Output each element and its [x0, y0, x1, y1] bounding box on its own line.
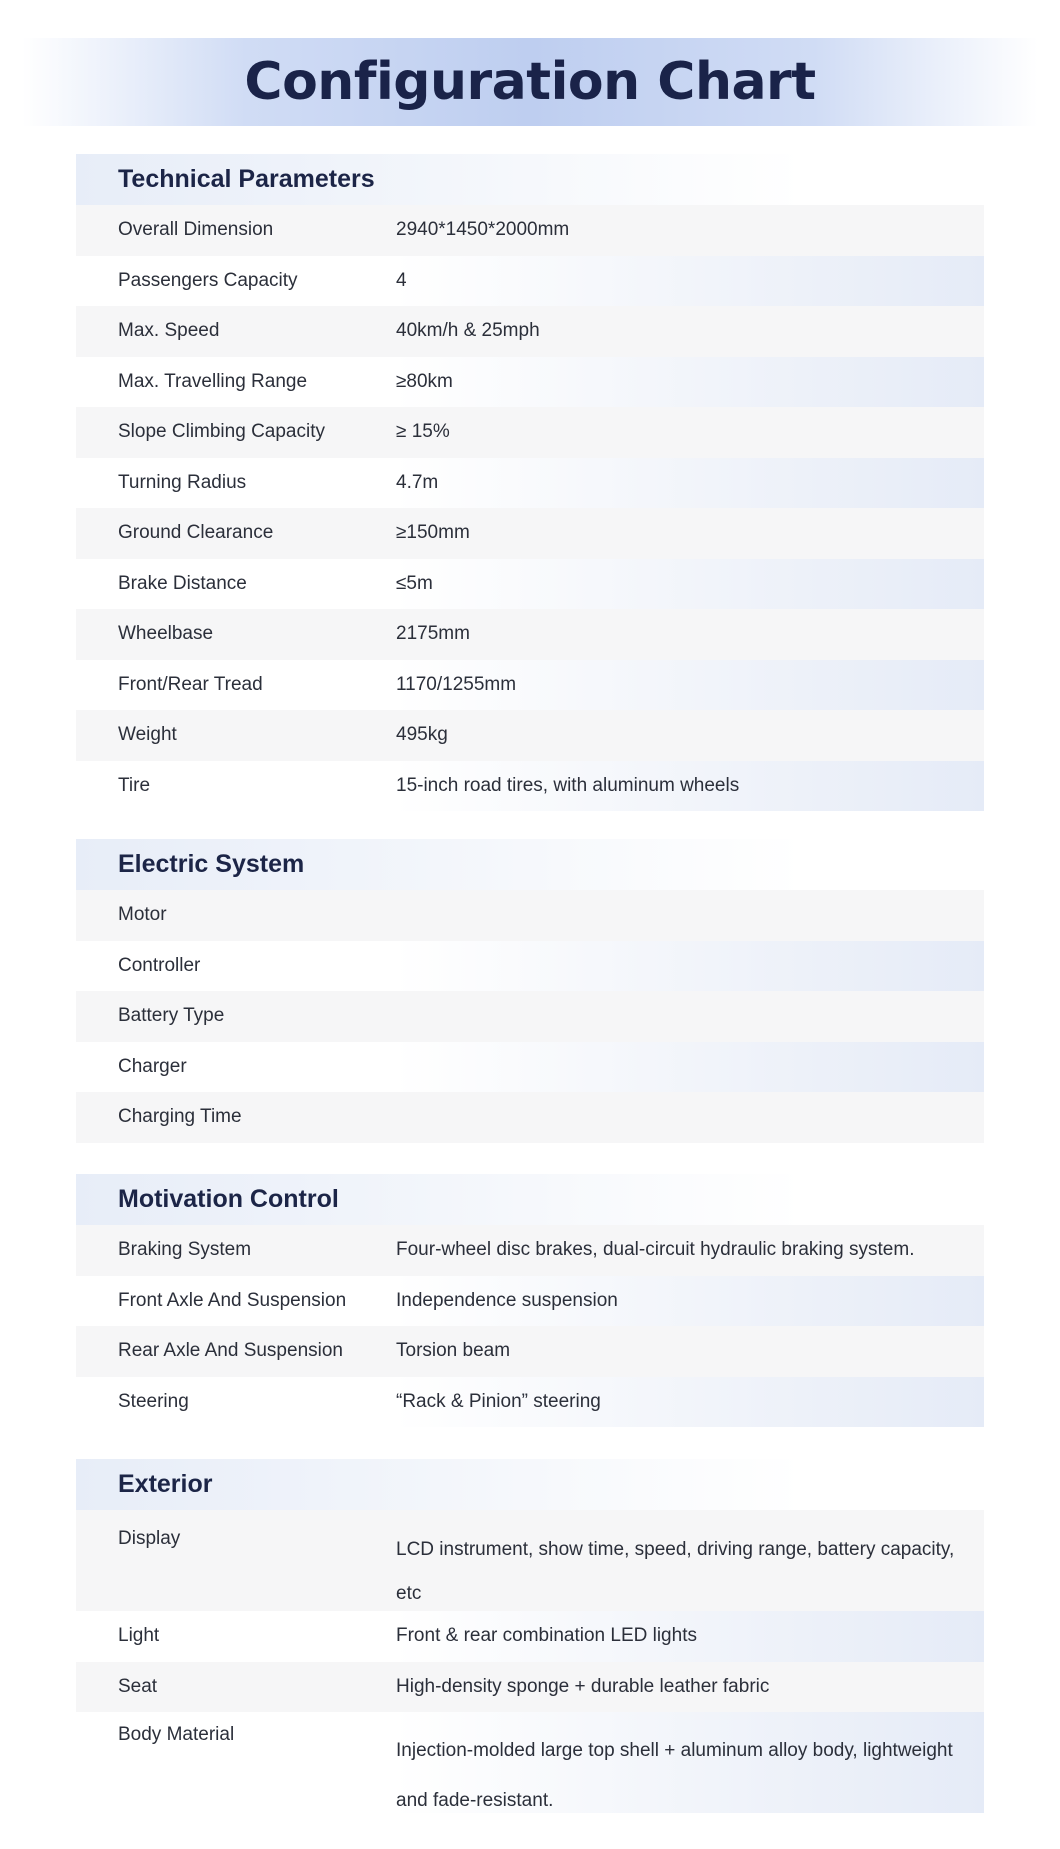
section-heading: Motivation Control	[76, 1174, 984, 1225]
row-label: Brake Distance	[118, 572, 247, 594]
table-row	[76, 1510, 984, 1611]
row-value: 40km/h & 25mph	[396, 320, 540, 342]
row-label: Tire	[118, 774, 151, 796]
table-row	[76, 1611, 984, 1662]
row-value: LCD instrument, show time, speed, driving range, battery capacity, etc	[396, 1539, 955, 1604]
title-banner	[22, 38, 1038, 126]
row-label: Rear Axle And Suspension	[118, 1340, 343, 1362]
row-value: 2175mm	[396, 623, 470, 645]
row-label: Braking System	[118, 1239, 252, 1261]
row-value: 15-inch road tires, with aluminum wheels	[396, 774, 740, 796]
row-label: Controller	[118, 954, 201, 976]
row-value: 2940*1450*2000mm	[396, 219, 570, 241]
table-row	[76, 1092, 984, 1143]
table-row	[76, 306, 984, 357]
table-row	[76, 205, 984, 256]
row-label: Front/Rear Tread	[118, 673, 263, 695]
table-row	[76, 1377, 984, 1428]
row-value: “Rack & Pinion” steering	[396, 1390, 601, 1412]
section-motivation-control	[76, 1174, 984, 1427]
section-heading: Exterior	[76, 1459, 984, 1510]
row-label: Light	[118, 1625, 160, 1647]
table-row	[76, 609, 984, 660]
row-label: Turning Radius	[118, 471, 247, 493]
section-heading: Electric System	[76, 839, 984, 890]
row-value: ≤5m	[396, 572, 433, 594]
table-row	[76, 458, 984, 509]
row-value: Independence suspension	[396, 1289, 618, 1311]
row-label: Max. Speed	[118, 320, 220, 342]
row-value: 1170/1255mm	[396, 673, 517, 695]
row-value: Four-wheel disc brakes, dual-circuit hydraulic braking system.	[396, 1239, 915, 1261]
row-value: ≥ 15%	[396, 421, 450, 443]
row-value: 495kg	[396, 724, 448, 746]
section-exterior	[76, 1459, 984, 1813]
table-row	[76, 508, 984, 559]
row-label: Charging Time	[118, 1106, 242, 1128]
row-value: 4.7m	[396, 471, 439, 493]
row-label: Battery Type	[118, 1005, 225, 1027]
row-label: Seat	[118, 1675, 158, 1697]
section-heading: Technical Parameters	[76, 154, 984, 205]
section-electric-system	[76, 839, 984, 1143]
row-value: ≥80km	[396, 370, 453, 392]
table-row	[76, 357, 984, 408]
table-row	[76, 1662, 984, 1713]
table-row	[76, 710, 984, 761]
row-label: Overall Dimension	[118, 219, 274, 241]
table-row	[76, 991, 984, 1042]
row-value: Injection-molded large top shell + aluminum alloy body, lightweight and fade-resistant.	[396, 1740, 953, 1811]
row-label: Motor	[118, 904, 167, 926]
page-title: Configuration Chart	[244, 52, 816, 112]
row-label: Max. Travelling Range	[118, 370, 308, 392]
row-value: Front & rear combination LED lights	[396, 1625, 697, 1647]
table-row	[76, 761, 984, 812]
table-row	[76, 941, 984, 992]
table-row	[76, 559, 984, 610]
row-label: Passengers Capacity	[118, 269, 298, 291]
table-row	[76, 407, 984, 458]
table-row	[76, 1326, 984, 1377]
table-row	[76, 1225, 984, 1276]
section-technical-parameters	[76, 154, 984, 811]
table-row	[76, 256, 984, 307]
row-value: High-density sponge + durable leather fabric	[396, 1675, 770, 1697]
row-label: Wheelbase	[118, 623, 214, 645]
row-label: Ground Clearance	[118, 522, 274, 544]
row-label: Display	[118, 1528, 181, 1549]
row-label: Body Material	[118, 1724, 235, 1745]
row-value: Torsion beam	[396, 1340, 511, 1362]
table-row	[76, 890, 984, 941]
row-label: Slope Climbing Capacity	[118, 421, 325, 443]
table-row	[76, 1712, 984, 1813]
row-value: 4	[396, 269, 407, 291]
table-row	[76, 660, 984, 711]
row-label: Charger	[118, 1055, 187, 1077]
row-label: Front Axle And Suspension	[118, 1289, 347, 1311]
row-label: Steering	[118, 1390, 189, 1412]
table-row	[76, 1042, 984, 1093]
row-label: Weight	[118, 724, 177, 746]
table-row	[76, 1276, 984, 1327]
row-value: ≥150mm	[396, 522, 470, 544]
